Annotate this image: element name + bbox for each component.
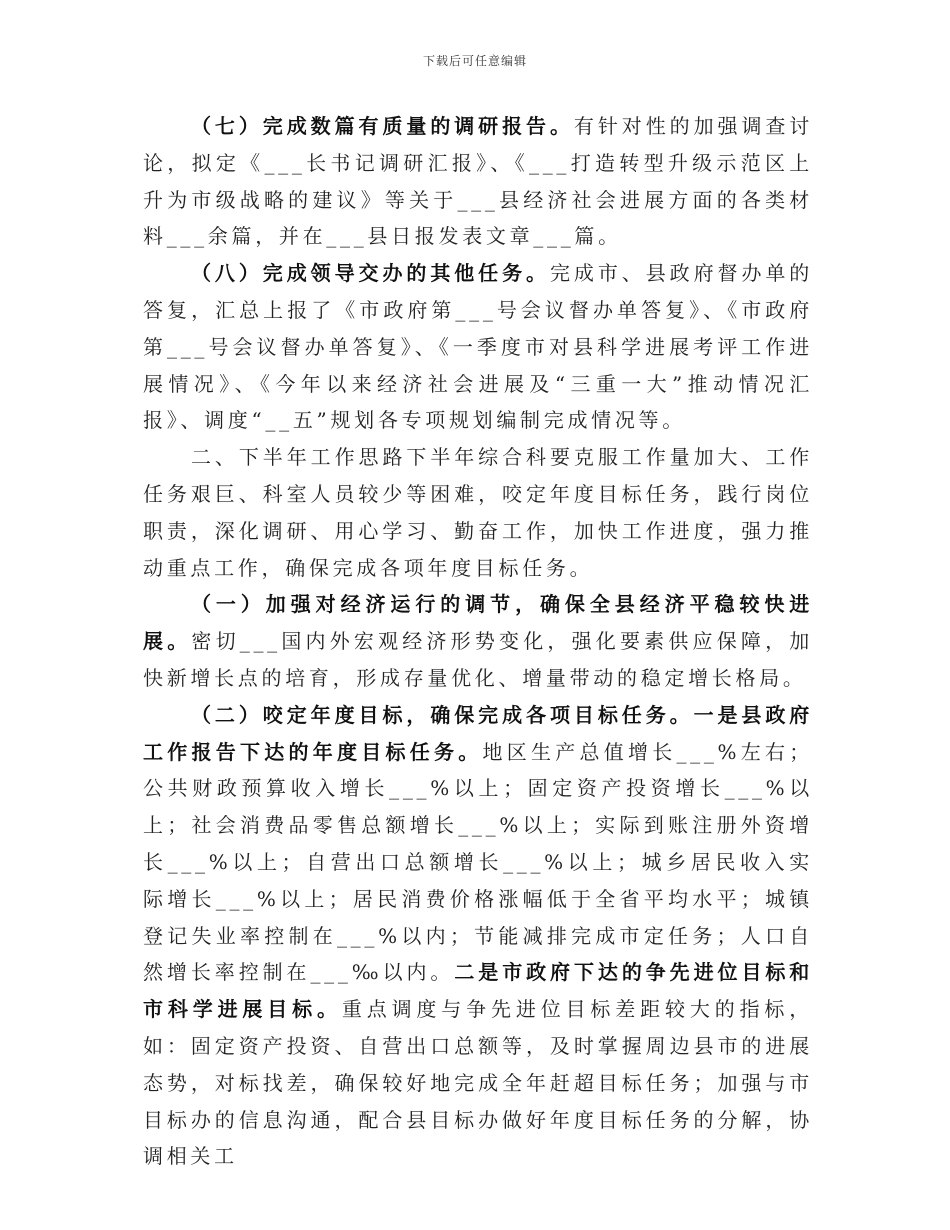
- paragraph-one: [143, 586, 813, 696]
- paragraph-heading: （八）完成领导交办的其他任务。: [191, 261, 550, 286]
- paragraph-text: 二、下半年工作思路下半年综合科要克服工作量加大、工作任务艰巨、科室人员较少等困难，咬定年度目标任务，践行岗位职责，深化调研、用心学习、勤奋工作，加快工作进度，强力推动重点工作，确保完成各项年度目标任务。: [143, 445, 813, 580]
- paragraph-text: 地区生产总值增长___%左右；公共财政预算收入增长___%以上；固定资产投资增长___%以上；社会消费品零售总额增长___%以上；实际到账注册外资增长___%以上；自营出口总额增长___%以上；城乡居民收入实际增长___%以上；居民消费价格涨幅低于全省平均水平；城镇登记失业率控制在___%以内；节能减排完成市定任务；人口自然增长率控制在___‰以内。: [143, 739, 813, 985]
- paragraph-heading: （七）完成数篇有质量的调研报告。: [191, 114, 574, 138]
- page-header: 下载后可任意编辑: [422, 54, 527, 68]
- paragraph-text: 密切___国内外宏观经济形势变化，强化要素供应保障，加快新增长点的培育，形成存量优化、增量带动的稳定增长格局。: [143, 629, 814, 690]
- paragraph-text: 重点调度与争先进位目标差距较大的指标，如：固定资产投资、自营出口总额等，及时掌握周边县市的进展态势，对标找差，确保较好地完成全年赶超目标任务；加强与市目标办的信息沟通，配合县目标办做好年度目标任务的分解，协调相关工: [143, 997, 813, 1169]
- paragraph-section-two: [143, 439, 813, 586]
- paragraph-7: [143, 108, 813, 255]
- paragraph-heading: （二）咬定年度目标，确保完成各项目标任务。一是县政府工作报告下达的年度目标任务。: [143, 702, 813, 764]
- paragraph-heading: （一）加强对经济运行的调节，确保全县经济平稳较快进展。: [143, 592, 813, 654]
- paragraph-subheading: 二是市政府下达的争先进位目标和市科学进展目标。: [143, 960, 813, 1022]
- paragraph-8: [143, 255, 813, 439]
- paragraph-two: [143, 697, 813, 1175]
- paragraph-text: 完成市、县政府督办单的答复，汇总上报了《市政府第___号会议督办单答复》、《市政府第___号会议督办单答复》、《一季度市对县科学进展考评工作进展情况》、《今年以来经济社会进展及“三重一大”推动情况汇报》、调度“__五”规划各专项规划编制完成情况等。: [143, 261, 814, 433]
- paragraph-text: 有针对性的加强调查讨论，拟定《___长书记调研汇报》、《___打造转型升级示范区上升为市级战略的建议》等关于___县经济社会进展方面的各类材料___余篇，并在___县日报发表文章___篇。: [143, 114, 814, 249]
- document-body: [143, 108, 813, 1175]
